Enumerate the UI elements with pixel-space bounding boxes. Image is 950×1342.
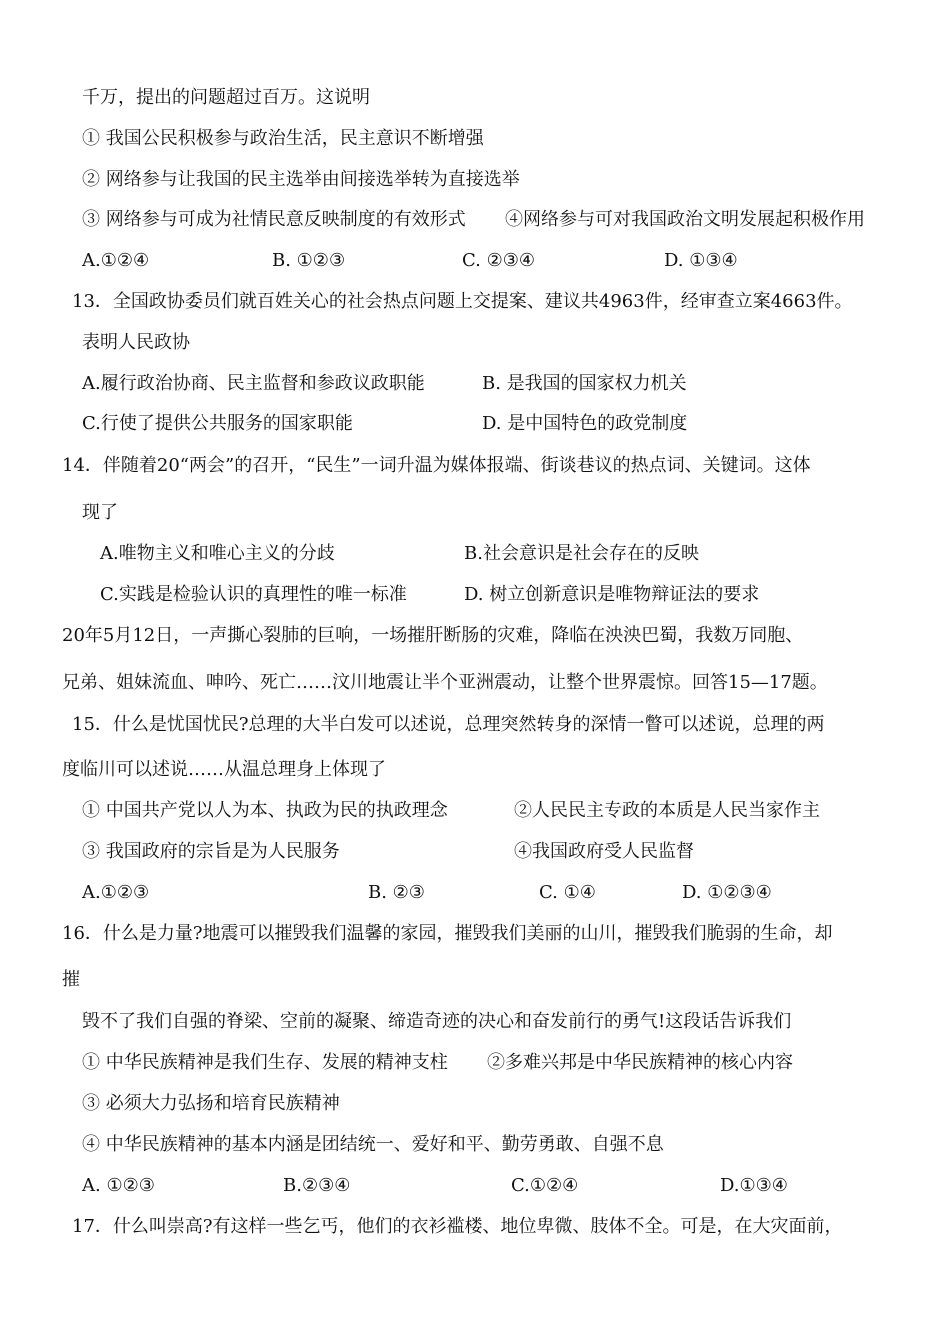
q14-stem-line-1: 14．伴随着20“两会”的召开，“民生”一词升温为媒体报端、街谈巷议的热点词、关键词。这体 [62, 455, 811, 476]
q12-option-d: D. ①③④ [664, 250, 738, 271]
q15-option-c: C. ①④ [539, 882, 596, 903]
q14-option-c: C.实践是检验认识的真理性的唯一标准 [100, 584, 407, 605]
q16-stem-line-2: 摧 [62, 969, 80, 990]
q15-stem-line-1: 15．什么是忧国忧民?总理的大半白发可以述说，总理突然转身的深情一瞥可以述说，总理的两 [72, 714, 825, 735]
q13-stem-line-2: 表明人民政协 [82, 332, 190, 353]
intro-line-1: 20年5月12日，一声撕心裂肺的巨响，一场摧肝断肠的灾难，降临在泱泱巴蜀，我数万同胞、 [62, 625, 804, 646]
q13-option-c: C.行使了提供公共服务的国家职能 [82, 413, 353, 434]
q13-option-d: D. 是中国特色的政党制度 [482, 413, 688, 434]
q15-statement-1: ① 中国共产党以人为本、执政为民的执政理念 [82, 800, 448, 821]
q15-statement-2: ②人民民主专政的本质是人民当家作主 [514, 800, 820, 821]
q16-stem-line-3: 毁不了我们自强的脊梁、空前的凝聚、缔造奇迹的决心和奋发前行的勇气!这段话告诉我们 [82, 1011, 792, 1032]
q12-statement-4: ④网络参与可对我国政治文明发展起积极作用 [505, 209, 865, 230]
q13-option-b: B. 是我国的国家权力机关 [482, 373, 687, 394]
q16-option-d: D.①③④ [720, 1175, 788, 1196]
q16-option-c: C.①②④ [511, 1175, 579, 1196]
q15-statement-4: ④我国政府受人民监督 [514, 841, 694, 862]
q14-option-a: A.唯物主义和唯心主义的分歧 [100, 543, 335, 564]
q16-option-b: B.②③④ [283, 1175, 351, 1196]
q14-option-d: D. 树立创新意识是唯物辩证法的要求 [464, 584, 760, 605]
q12-statement-2: ② 网络参与让我国的民主选举由间接选举转为直接选举 [82, 169, 520, 190]
q15-option-b: B. ②③ [368, 882, 425, 903]
q15-stem-line-2: 度临川可以述说……从温总理身上体现了 [62, 759, 386, 780]
q17-stem-line-1: 17．什么叫崇高?有这样一些乞丐，他们的衣衫褴楼、地位卑微、肢体不全。可是，在大灾面前， [72, 1216, 843, 1237]
q15-option-a: A.①②③ [82, 882, 150, 903]
q16-stem-line-1: 16．什么是力量?地震可以摧毁我们温馨的家园，摧毁我们美丽的山川，摧毁我们脆弱的生命，却 [62, 923, 833, 944]
q16-option-a: A. ①②③ [82, 1175, 155, 1196]
q13-stem-line-1: 13．全国政协委员们就百姓关心的社会热点问题上交提案、建议共4963件，经审查立案4663件。 [72, 291, 853, 312]
q12-statement-3: ③ 网络参与可成为社情民意反映制度的有效形式 [82, 209, 466, 230]
q16-statement-4: ④ 中华民族精神的基本内涵是团结统一、爱好和平、勤劳勇敢、自强不息 [82, 1134, 664, 1155]
q14-stem-line-2: 现了 [82, 502, 118, 523]
q15-statement-3: ③ 我国政府的宗旨是为人民服务 [82, 841, 340, 862]
q13-option-a: A.履行政治协商、民主监督和参政议政职能 [82, 373, 425, 394]
q16-statement-3: ③ 必须大力弘扬和培育民族精神 [82, 1093, 340, 1114]
q12-option-c: C. ②③④ [462, 250, 535, 271]
q16-statement-1: ① 中华民族精神是我们生存、发展的精神支柱 [82, 1052, 448, 1073]
q15-option-d: D. ①②③④ [682, 882, 772, 903]
q12-option-a: A.①②④ [82, 250, 150, 271]
q12-stem-line: 千万，提出的问题超过百万。这说明 [82, 87, 370, 108]
q12-statement-1: ① 我国公民积极参与政治生活，民主意识不断增强 [82, 128, 484, 149]
intro-line-2: 兄弟、姐妹流血、呻吟、死亡……汶川地震让半个亚洲震动，让整个世界震惊。回答15—17题。 [62, 672, 828, 693]
q12-option-b: B. ①②③ [272, 250, 346, 271]
q14-option-b: B.社会意识是社会存在的反映 [464, 543, 699, 564]
q16-statement-2: ②多难兴邦是中华民族精神的核心内容 [487, 1052, 793, 1073]
